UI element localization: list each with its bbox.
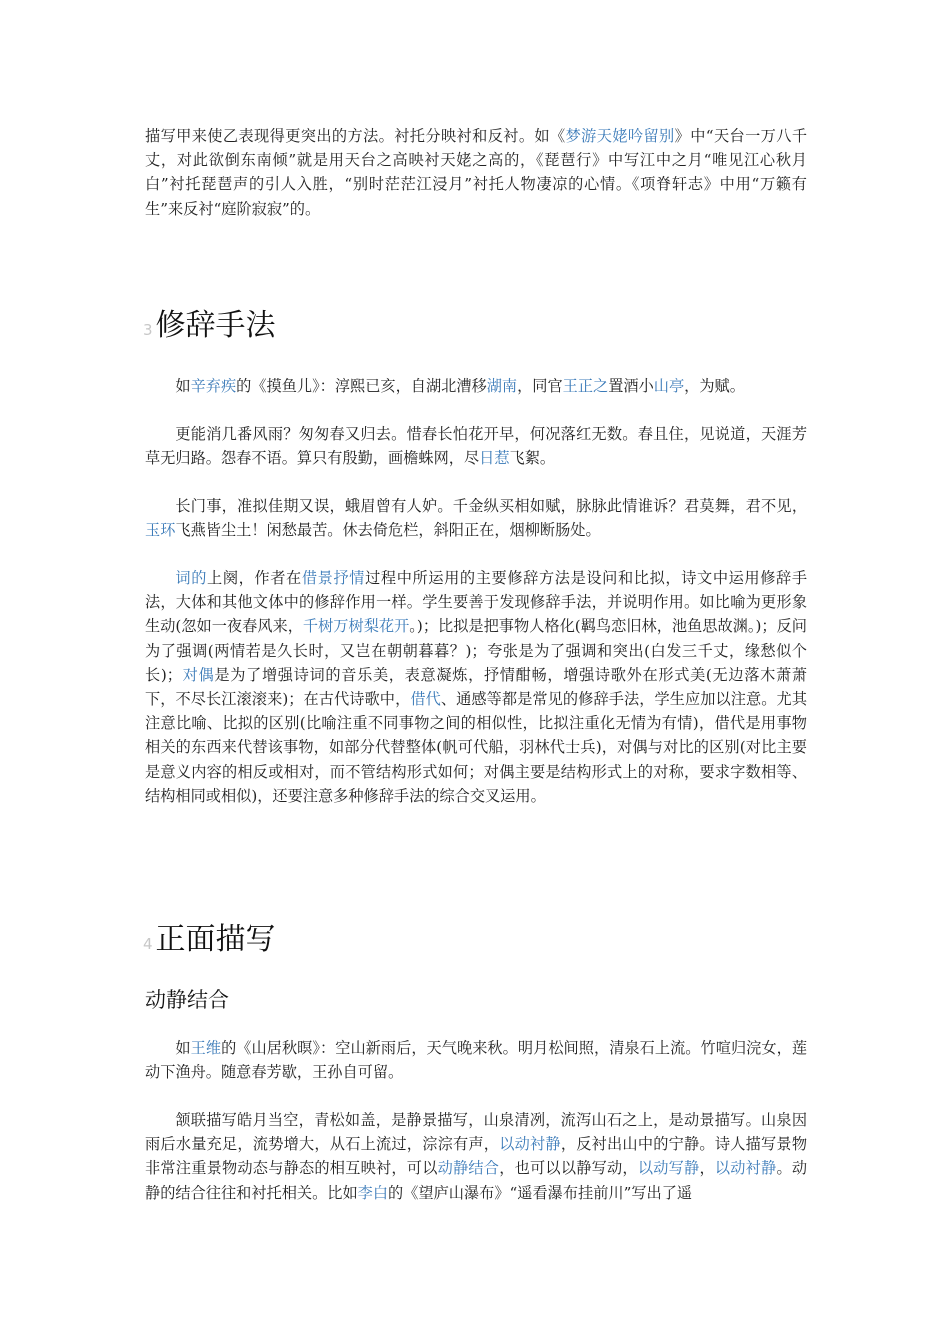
link-yidong-chenjing[interactable]: 以动衬静 [499,1135,561,1154]
section-title: 正面描写 [155,922,276,957]
paragraph-poem-part2 [145,494,807,542]
text: 。动静的结合往往和衬托相关。比如 [145,1159,808,1202]
text: ，为赋。 [684,377,745,395]
text: 》中“天台一万八千丈，对此欲倒东南倾”就是用天台之高映衬天姥之高的，《琵琶行》中写江中之月“唯见江心秋月白”衬托琵琶声的引人入胜，“别时茫茫江浸月”衬托人物凄凉的心情。《项脊轩志》中用“万籁有生”来反衬“庭阶寂寂”的。 [145,127,808,218]
text: ，也可以以静写动， [499,1159,638,1178]
section-number: 3 [143,321,153,339]
link-duiou[interactable]: 对偶 [181,665,215,684]
link-mengyou-tianmu[interactable]: 梦游天姥吟留别 [565,127,675,145]
link-yidong-xiejing[interactable]: 以动写静 [637,1159,700,1178]
text: ， [699,1159,715,1178]
link-ci[interactable]: 词的 [175,569,208,587]
section-title: 修辞手法 [155,308,276,343]
paragraph-shanju-qiuming [145,1036,807,1084]
text: 如 [175,377,191,395]
paragraph-poem-part1 [145,422,807,470]
paragraph-rhetoric-analysis [145,566,807,808]
text: 颔联描写皓月当空，青松如盖，是静景描写，山泉清冽，流泻山石之上，是动景描写。山泉因雨后水量充足，流势增大，从石上流过，淙淙有声， [145,1111,807,1154]
text: 飞燕皆尘土！闲愁最苦。休去倚危栏，斜阳正在，烟柳断肠处。 [175,521,601,540]
text: 置酒小 [608,377,654,395]
link-dongjing-jiehe[interactable]: 动静结合 [437,1159,500,1178]
text: 的《望庐山瀑布》“遥看瀑布挂前川”写出了遥 [388,1183,693,1202]
text: 的《摸鱼儿》：淳熙已亥，自湖北漕移 [236,377,487,395]
section-number: 4 [143,935,153,953]
text: 。)；比拟是把事物人格化(羁鸟恋旧林，池鱼思故渊。)；反问为了强调(两情若是久长时，又岂在朝朝暮暮？)；夸张是为了强调和突出(白发三千丈，缘愁似个长)； [145,617,807,684]
section-heading-rhetoric [143,308,276,348]
text: 飞絮。 [509,449,556,468]
link-jiejing-shuqing[interactable]: 借景抒情 [301,569,366,587]
text: 如 [175,1039,191,1057]
link-shanting[interactable]: 山亭 [653,377,685,395]
text: 、通感等都是常见的修辞手法，学生应加以注意。尤其注意比喻、比拟的区别(比喻注重不同事物之间的相似性，比拟注重化无情为有情)，借代是用事物相关的东西来代替该事物，如部分代替整体(帆可代船，羽林代士兵)，对偶与对比的区别(对比主要是意义内容的相反或相对，而不管结构形式如何；对偶主要是结构形式上的对称，要求字数相等、结构相同或相似)，还要注意多种修辞手法的综合交叉运用。 [145,690,808,805]
link-qianshu-wanshu[interactable]: 千树万树梨花开 [302,617,410,636]
link-wang-zhengzhi[interactable]: 王正之 [562,377,609,395]
paragraph-contrast-intro [145,124,807,221]
text: 过程中所运用的主要修辞方法是设问和比拟，诗文中运用修辞手法，大体和其他文体中的修辞作用一样。学生要善于发现修辞手法，并说明作用。如比喻为更形象生动(忽如一夜春风来， [145,569,808,636]
link-yidong-chenjing-2[interactable]: 以动衬静 [714,1159,777,1178]
link-yuhuan[interactable]: 玉环 [145,521,176,540]
text: 更能消几番风雨？匆匆春又归去。惜春长怕花开早，何况落红无数。春且住，见说道，天涯芳草无归路。怨春不语。算只有殷勤，画檐蛛网，尽 [145,425,807,468]
text: ，反衬出山中的宁静。诗人描写景物非常注重景物动态与静态的相互映衬，可以 [145,1135,808,1178]
text: 描写甲来使乙表现得更突出的方法。衬托分映衬和反衬。如《 [145,127,566,145]
text: 是为了增强诗词的音乐美，表意凝炼，抒情酣畅，增强诗歌外在形式美(无边落木萧萧下，不尽长江滚滚来)；在古代诗歌中， [145,665,807,709]
paragraph-moyu-er-intro [145,374,807,398]
link-hunan[interactable]: 湖南 [486,377,518,395]
paragraph-dongjing-analysis [145,1108,807,1205]
link-rire[interactable]: 日惹 [479,449,510,468]
text: 长门事，准拟佳期又误，蛾眉曾有人妒。千金纵买相如赋，脉脉此情谁诉？君莫舞，君不见， [175,497,807,515]
link-wang-wei[interactable]: 王维 [190,1039,222,1057]
text: 的《山居秋暝》：空山新雨后，天气晚来秋。明月松间照，清泉石上流。竹喧归浣女，莲动下渔舟。随意春芳歇，王孙自可留。 [145,1039,808,1082]
text: 上阕，作者在 [207,569,302,587]
link-jiedai[interactable]: 借代 [410,690,441,709]
link-li-bai[interactable]: 李白 [357,1183,388,1202]
text: ，同官 [517,377,563,395]
section-heading-direct-description [143,922,276,962]
subsection-heading: 动静结合 [145,988,229,1012]
link-xin-qiji[interactable]: 辛弃疾 [190,377,237,395]
